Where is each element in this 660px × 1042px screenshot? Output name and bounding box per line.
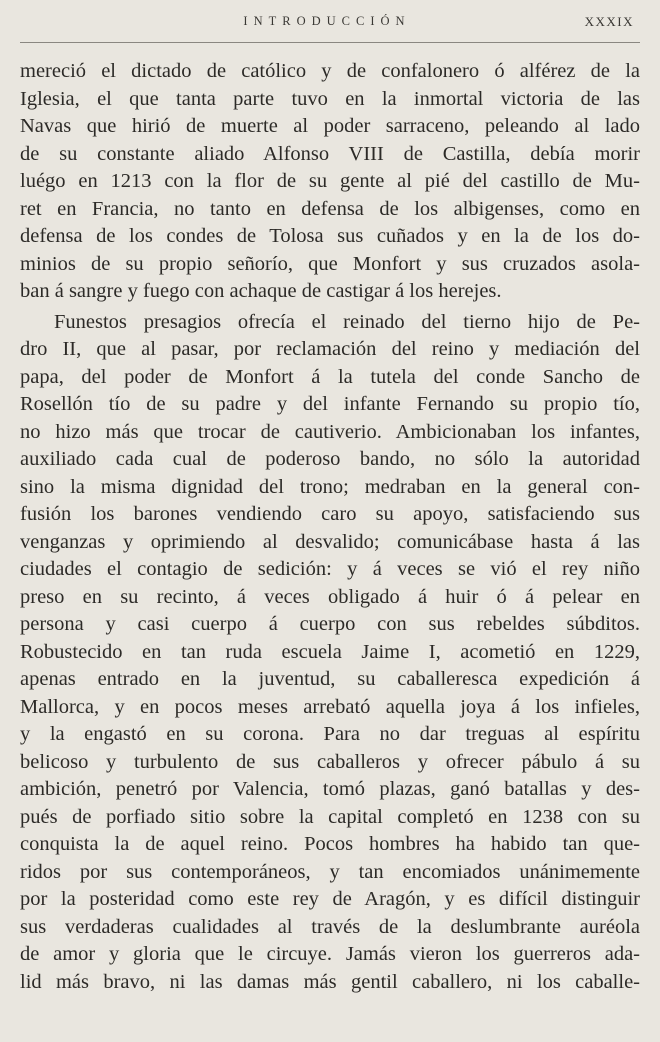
running-head (20, 12, 634, 38)
text-line: mereció el dictado de católico y de confalonero ó alférez de la (20, 60, 640, 82)
text-line: lid más bravo, ni las damas más gentil caballero, ni los caballe- (20, 970, 640, 993)
text-line: Navas que hirió de muerte al poder sarraceno, peleando al lado (20, 115, 640, 137)
text-line: minios de su propio señorío, que Monfort y sus cruzados asola- (20, 252, 640, 275)
text-line: auxiliado cada cual de poderoso bando, no sólo la autoridad (20, 448, 640, 470)
text-line: por la posteridad como este rey de Aragón, y es difícil distinguir (20, 888, 640, 910)
text-line: de su constante aliado Alfonso VIII de Castilla, debía morir (20, 142, 640, 165)
text-line: Iglesia, el que tanta parte tuvo en la inmortal victoria de las (20, 87, 640, 110)
text-line: Robustecido en tan ruda escuela Jaime I, acometió en 1229, (20, 640, 640, 663)
text-line: pués de porfiado sitio sobre la capital completó en 1238 con su (20, 805, 640, 828)
text-line: ridos por sus contemporáneos, y tan encomiados unánimemente (20, 860, 640, 883)
header-rule (20, 42, 640, 43)
text-line: ciudades el contagio de sedición: y á veces se vió el rey niño (20, 558, 640, 580)
paragraph (20, 58, 640, 306)
text-line: Funestos presagios ofrecía el reinado del tierno hijo de Pe- (54, 310, 640, 333)
text-line: sus verdaderas cualidades al través de la deslumbrante auréola (20, 915, 640, 938)
paragraph (20, 309, 640, 997)
running-head-title: INTRODUCCIÓN (243, 14, 411, 28)
body-text (20, 58, 640, 996)
text-line: dro II, que al pasar, por reclamación del reino y mediación del (20, 338, 640, 360)
text-line: persona y casi cuerpo á cuerpo con sus rebeldes súbditos. (20, 613, 640, 635)
text-line: Mallorca, y en pocos meses arrebató aquella joya á los infieles, (20, 695, 640, 718)
text-line: ban á sangre y fuego con achaque de castigar á los herejes. (20, 280, 502, 302)
page-number: XXXIX (584, 14, 634, 29)
text-line: no hizo más que trocar de cautiverio. Ambicionaban los infantes, (20, 420, 640, 443)
text-line: sino la misma dignidad del trono; medraban en la general con- (20, 475, 640, 498)
text-line: fusión los barones vendiendo caro su apoyo, satisfaciendo sus (20, 503, 640, 525)
text-line: venganzas y oprimiendo al desvalido; comunicábase hasta á las (20, 530, 640, 553)
text-line: ret en Francia, no tanto en defensa de los albigenses, como en (20, 197, 640, 220)
text-line: belicoso y turbulento de sus caballeros y ofrecer pábulo á su (20, 750, 640, 773)
text-line: de amor y gloria que le circuye. Jamás vieron los guerreros ada- (20, 943, 640, 965)
text-line: Rosellón tío de su padre y del infante Fernando su propio tío, (20, 393, 640, 415)
text-line: conquista la de aquel reino. Pocos hombres ha habido tan que- (20, 833, 640, 855)
text-line: y la engastó en su corona. Para no dar treguas al espíritu (20, 723, 640, 745)
text-line: apenas entrado en la juventud, su caballeresca expedición á (20, 668, 640, 690)
text-line: luégo en 1213 con la flor de su gente al pié del castillo de Mu- (20, 170, 640, 192)
text-line: preso en su recinto, á veces obligado á huir ó á pelear en (20, 585, 640, 608)
text-line: ambición, penetró por Valencia, tomó plazas, ganó batallas y des- (20, 778, 640, 800)
text-line: defensa de los condes de Tolosa sus cuñados y en la de los do- (20, 225, 640, 247)
text-line: papa, del poder de Monfort á la tutela del conde Sancho de (20, 365, 640, 388)
